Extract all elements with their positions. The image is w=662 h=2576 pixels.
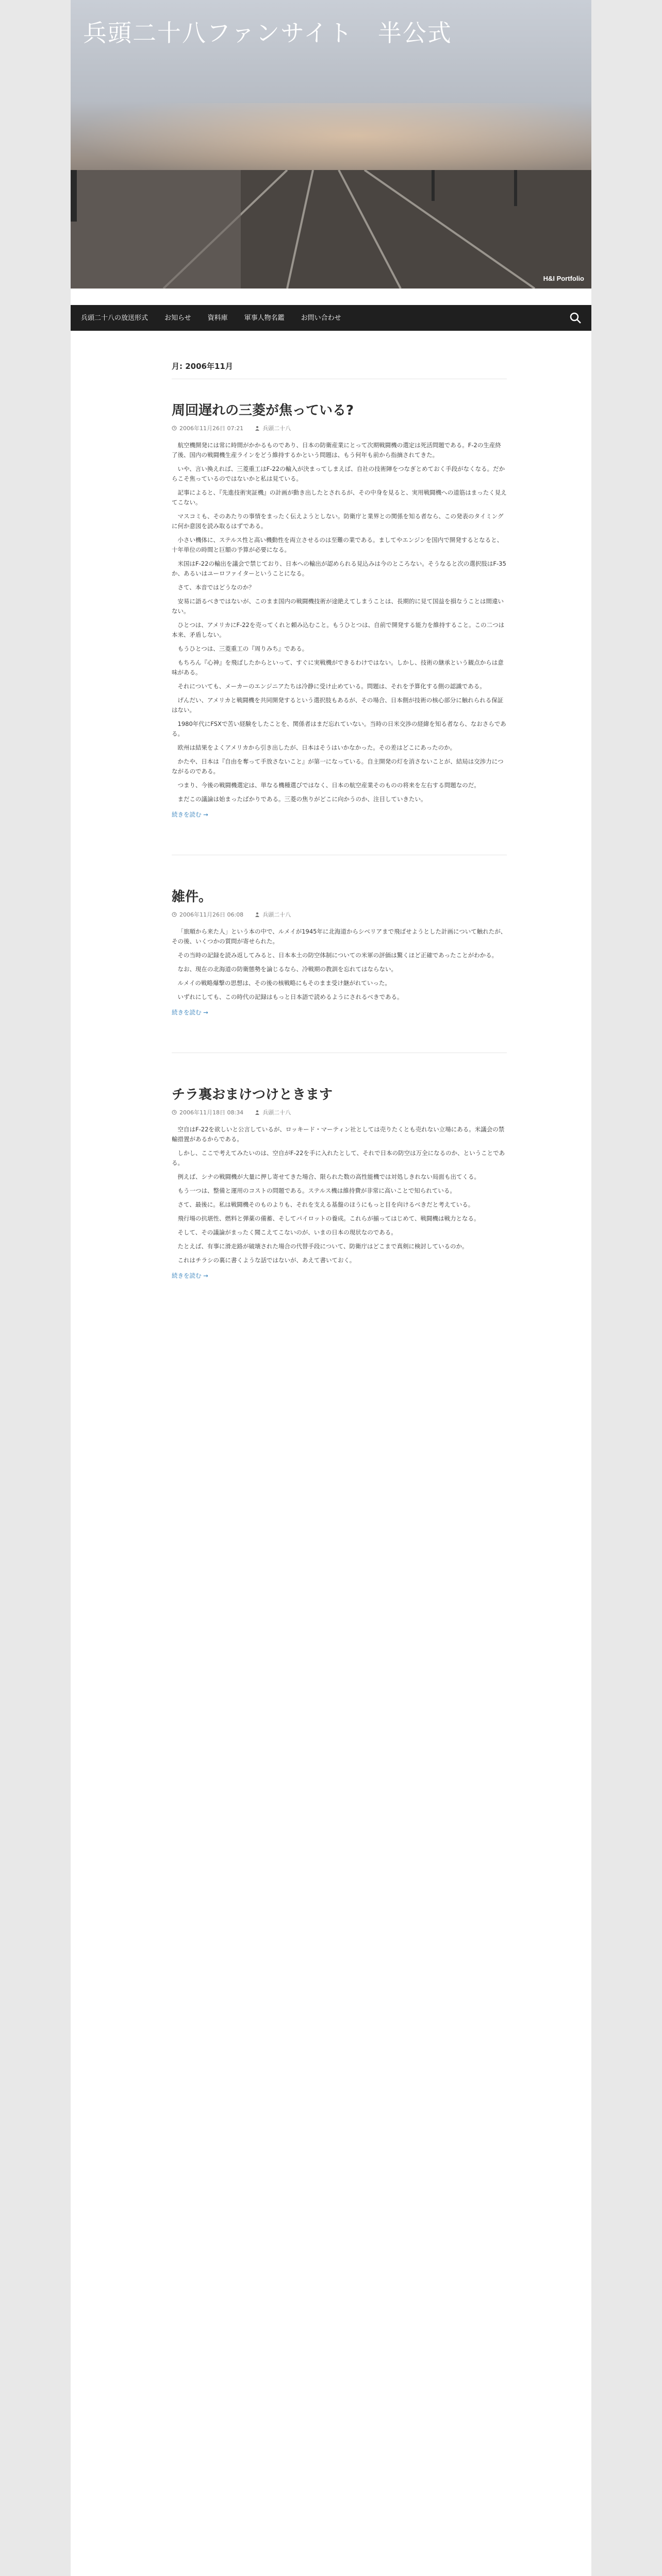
clock-icon: [172, 426, 177, 431]
search-icon[interactable]: [569, 311, 582, 325]
post-paragraph: たとえば、有事に滑走路が破壊された場合の代替手段について、防衛庁はどこまで真剣に検討しているのか。: [177, 1243, 468, 1250]
post-date[interactable]: [172, 424, 243, 432]
user-icon: [255, 426, 260, 431]
post-paragraph: 空自はF-22を欲しいと公言しているが、ロッキード・マーティン社としては売りたくとも売れない立場にある。米議会の禁輸措置があるからである。: [172, 1126, 505, 1143]
photo-credit: H&I Portfolio: [543, 275, 584, 282]
post-date-text: 2006年11月26日 07:21: [179, 425, 244, 432]
post-body: [172, 927, 507, 1016]
post-paragraph: 1980年代にFSXで苦い経験をしたことを、関係者はまだ忘れていない。当時の日米交渉の経緯を知る者なら、なおさらである。: [172, 720, 506, 737]
post-entry: [172, 886, 507, 1016]
post-paragraph: もう一つは、整備と運用のコストの問題である。ステルス機は維持費が非常に高いことで知られている。: [177, 1187, 456, 1194]
post-paragraph: しかし、ここで考えてみたいのは、空自がF-22を手に入れたとして、それで日本の防空は万全になるのか、ということである。: [172, 1149, 505, 1166]
post-paragraph: 飛行場の抗堪性、燃料と弾薬の備蓄、そしてパイロットの養成。これらが揃ってはじめて、戦闘機は戦力となる。: [177, 1215, 480, 1222]
read-more-link[interactable]: 続きを読む →: [172, 811, 208, 818]
post-author[interactable]: [255, 1108, 291, 1116]
post-paragraph: 「旅順から来た人」という本の中で、ルメイが1945年に北海道からシベリアまで飛ばせようとした計画について触れたが、その後、いくつかの質問が寄せられた。: [172, 928, 507, 945]
site-header: [71, 0, 591, 289]
clock-icon: [172, 1110, 177, 1115]
page: [71, 0, 591, 2576]
user-icon: [255, 912, 260, 917]
post-paragraph: さて、本音ではどうなのか？: [177, 584, 255, 591]
post-paragraph: 小さい機体に、ステルス性と高い機動性を両立させるのは至難の業である。ましてやエンジンを国内で開発するとなると、十年単位の時間と巨額の予算が必要になる。: [172, 536, 503, 553]
post-paragraph: その当時の記録を読み返してみると、日本本土の防空体制についての米軍の評価は驚くほど正確であったことがわかる。: [177, 952, 498, 959]
post-body: [172, 440, 507, 819]
post-author[interactable]: [255, 910, 291, 919]
main-navigation: [71, 305, 591, 331]
post-paragraph: いずれにしても、この時代の記録はもっと日本語で読めるようにされるべきである。: [177, 993, 403, 1001]
post-paragraph: 記事によると、『先進技術実証機』の計画が動き出したとされるが、その中身を見ると、実用戦闘機への道筋はまったく見えてこない。: [172, 489, 507, 506]
post-paragraph: ひとつは、アメリカにF-22を売ってくれと頼み込むこと。もうひとつは、自前で開発する能力を維持すること。この二つは本来、矛盾しない。: [172, 621, 505, 638]
read-more-link[interactable]: 続きを読む →: [172, 1272, 208, 1279]
post-paragraph: 航空機開発には常に時間がかかるものであり、日本の防衛産業にとって次期戦闘機の選定は死活問題である。F-2の生産終了後、国内の戦闘機生産ラインをどう維持するかという問題は、もう何年も前から指摘されてきた。: [172, 442, 501, 459]
post-author-text: 兵頭二十八: [262, 1109, 291, 1116]
user-icon: [255, 1110, 260, 1115]
read-more-link[interactable]: 続きを読む →: [172, 1009, 208, 1016]
post-paragraph: いや、言い換えれば、三菱重工はF-22の輸入が決まってしまえば、自社の技術陣をつなぎとめておく手段がなくなる。だからこそ焦っているのではないかと私は見ている。: [172, 465, 505, 482]
post-paragraph: つまり、今後の戦闘機選定は、単なる機種選びではなく、日本の航空産業そのものの将来を左右する問題なのだ。: [177, 782, 480, 789]
site-title[interactable]: 兵頭二十八ファンサイト 半公式: [83, 19, 452, 47]
post-date[interactable]: [172, 1108, 243, 1116]
clock-icon: [172, 912, 177, 917]
post-date[interactable]: [172, 910, 243, 919]
post-title[interactable]: 周回遅れの三菱が焦っている?: [172, 403, 354, 418]
post-paragraph: まだこの議論は始まったばかりである。三菱の焦りがどこに向かうのか、注目していきたい。: [177, 795, 427, 803]
post-meta: [172, 424, 507, 432]
nav-item-archive[interactable]: 資料庫: [207, 314, 228, 321]
post-paragraph: マスコミも、そのあたりの事情をまったく伝えようとしない。防衛庁と業界との関係を知る者なら、この発表のタイミングに何か意図を読み取るはずである。: [172, 513, 504, 530]
archive-title: 月: 2006年11月: [172, 361, 507, 379]
post-paragraph: 例えば、シナの戦闘機が大量に押し寄せてきた場合、限られた数の高性能機では対処しきれない局面も出てくる。: [177, 1173, 480, 1180]
post-author-text: 兵頭二十八: [262, 425, 291, 432]
post-date-text: 2006年11月26日 06:08: [179, 911, 244, 918]
post-title[interactable]: チラ裏おまけつけときます: [172, 1087, 333, 1103]
post-meta: [172, 1108, 507, 1116]
post-entry: [172, 1084, 507, 1280]
post-paragraph: さて、最後に。私は戦闘機そのものよりも、それを支える基盤のほうにもっと目を向けるべきだと考えている。: [177, 1201, 474, 1208]
post-paragraph: なお、現在の北海道の防衛態勢を論じるなら、冷戦期の教訓を忘れてはならない。: [177, 965, 397, 973]
header-railway-tracks: [71, 170, 591, 289]
post-paragraph: ルメイの戦略爆撃の思想は、その後の核戦略にもそのまま受け継がれていった。: [177, 979, 391, 987]
post-paragraph: それについても、メーカーのエンジニアたちは冷静に受け止めている。問題は、それを予算化する側の認識である。: [177, 683, 486, 690]
post-paragraph: かたや、日本は『自由を奪って手放さないこと』が第一になっている。自主開発の灯を消さないことが、結局は交渉力につながるのである。: [172, 758, 504, 775]
post-paragraph: 米国はF-22の輸出を議会で禁じており、日本への輸出が認められる見込みは今のところない。そうなると次の選択肢はF-35か、あるいはユーロファイターということになる。: [172, 560, 506, 577]
post-author-text: 兵頭二十八: [262, 911, 291, 918]
post-date-text: 2006年11月18日 08:34: [179, 1109, 244, 1116]
nav-item-broadcast[interactable]: 兵頭二十八の放送形式: [81, 314, 148, 321]
post-paragraph: げんだい、アメリカと戦闘機を共同開発するという選択肢もあるが、その場合、日本側が技術の核心部分に触れられる保証はない。: [172, 697, 504, 714]
post-title[interactable]: 雑件。: [172, 889, 212, 905]
post-paragraph: 欧州は結果をよくアメリカから引き出したが、日本はそうはいかなかった。その差はどこにあったのか。: [177, 744, 456, 751]
post-meta: [172, 910, 507, 919]
nav-item-news[interactable]: お知らせ: [164, 314, 191, 321]
post-paragraph: 安易に語るべきではないが、このまま国内の戦闘機技術が途絶えてしまうことは、長期的に見て国益を損なうことは間違いない。: [172, 598, 504, 615]
post-paragraph: もちろん『心神』を飛ばしたからといって、すぐに実戦機ができるわけではない。しかし、技術の継承という観点からは意味がある。: [172, 659, 504, 676]
post-paragraph: これはチラシの裏に書くような話ではないが、あえて書いておく。: [177, 1257, 356, 1264]
post-paragraph: そして、その議論がまったく聞こえてこないのが、いまの日本の現状なのである。: [177, 1229, 397, 1236]
post-body: [172, 1125, 507, 1280]
post-entry: [172, 400, 507, 819]
main-content: [172, 361, 507, 1316]
nav-item-contact[interactable]: お問い合わせ: [301, 314, 341, 321]
post-author[interactable]: [255, 424, 291, 432]
nav-item-military-people[interactable]: 軍事人物名鑑: [244, 314, 285, 321]
post-paragraph: もうひとつは、三菱重工の『周りみち』である。: [177, 645, 308, 652]
